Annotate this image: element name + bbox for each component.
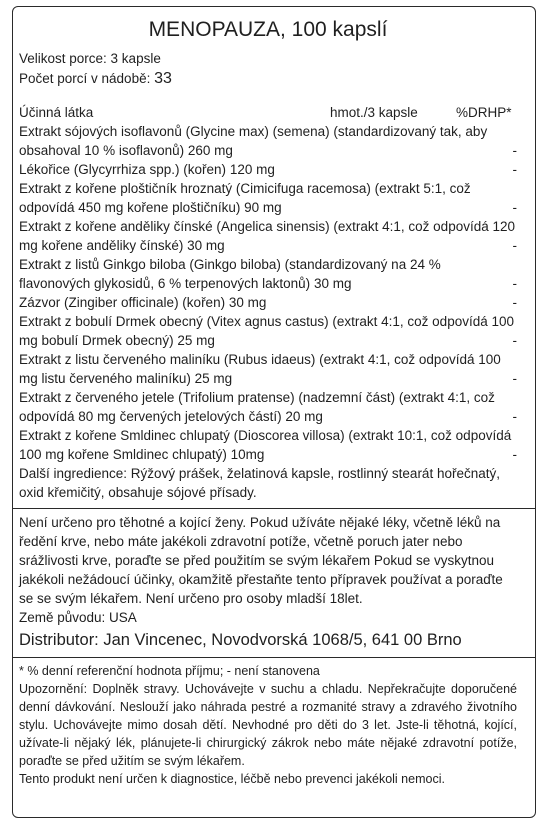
ingredient-name xyxy=(19,122,517,160)
ingredient-amount: 30 mg xyxy=(313,276,352,291)
ingredient-row xyxy=(19,122,517,160)
divider xyxy=(13,657,535,658)
header-amount: hmot./3 kapsle xyxy=(330,105,418,120)
caution-text: Upozornění: Doplněk stravy. Uchovávejte v suchu a chladu. Nepřekračujte doporučené denní dávkování. Neslouží jako náhrada pestré a rozmanité stravy a zdravého životního stylu. Uchovávejte mimo dosah dětí. Nevhodné pro děti do 3 let. Jste-li těhotná, kojící, užívate-li nějaký lék, plánujete-li chirurgický zákrok nebo máte nějaké zdravotní potíže, poraďte se před užitím se svým lékařem. xyxy=(19,682,517,768)
ingredient-name-text: Extrakt z listu červeného maliníku (Rubus idaeus) (extrakt 4:1, což odpovídá 100 mg listu červeného maliníku) xyxy=(19,352,501,386)
ingredient-row xyxy=(19,426,517,464)
ingredient-amount: 30 mg xyxy=(187,238,225,253)
ingredient-daily-value: - xyxy=(512,295,517,310)
product-title: MENOPAUZA, 100 kapslí xyxy=(148,18,388,41)
supplement-label xyxy=(12,6,536,818)
other-ingredients: Další ingredience: Rýžový prášek, želatinová kapsle, rostlinný stearát hořečnatý, oxid křemičitý, obsahuje sójové přísady. xyxy=(19,466,500,500)
ingredient-amount: 20 mg xyxy=(285,409,323,424)
ingredient-name xyxy=(19,179,517,217)
footnote: * % denní referenční hodnota příjmu; - není stanovena xyxy=(19,664,320,678)
ingredient-daily-value: - xyxy=(512,409,517,424)
ingredient-amount: 120 mg xyxy=(229,162,275,177)
ingredient-amount: 25 mg xyxy=(194,371,233,386)
spacer xyxy=(19,89,517,103)
ingredient-name-text: Lékořice (Glycyrrhiza spp.) (kořen) xyxy=(19,162,227,177)
ingredient-name xyxy=(19,426,517,464)
country-of-origin: Země původu: USA xyxy=(19,610,137,625)
ingredient-name-text: Extrakt z červeného jetele (Trifolium pratense) (nadzemní část) (extrakt 4:1, což odpovídá 80 mg červených jetelových částí) xyxy=(19,390,495,424)
ingredient-row xyxy=(19,312,517,350)
ingredient-row xyxy=(19,388,517,426)
ingredient-amount: 30 mg xyxy=(228,295,267,310)
ingredient-name xyxy=(19,160,517,179)
header-active-ingredient: Účinná látka xyxy=(19,105,94,120)
serving-size: Velikost porce: 3 kapsle xyxy=(19,51,161,66)
divider xyxy=(13,508,535,509)
ingredient-daily-value: - xyxy=(512,143,517,158)
ingredient-name-text: Zázvor (Zingiber officinale) (kořen) xyxy=(19,295,226,310)
ingredient-name-text: Extrakt z kořene anděliky čínské (Angelica sinensis) (extrakt 4:1, což odpovídá 120 mg kořene anděliky čínské) xyxy=(19,219,515,253)
servings-label: Počet porcí v nádobě: xyxy=(19,71,151,86)
ingredient-row xyxy=(19,293,517,312)
ingredient-row xyxy=(19,217,517,255)
ingredient-name xyxy=(19,293,517,312)
ingredient-row xyxy=(19,160,517,179)
warning-text: Není určeno pro těhotné a kojící ženy. Pokud užíváte nějaké léky, včetně léků na ředění krve, nebo máte jakékoli zdravotní potíže, včetně poruch jater nebo srážlivosti krve, poraďte se před použitím se svým lékařem Pokud se vyskytnou jakékoli nežádoucí účinky, okamžitě přestaňte tento přípravek používat a poraďte se se svým lékařem. Není určeno pro osoby mladší 18let. xyxy=(19,515,503,606)
servings-value: 33 xyxy=(154,70,172,87)
ingredient-name xyxy=(19,388,517,426)
ingredient-name xyxy=(19,217,517,255)
ingredient-row xyxy=(19,350,517,388)
ingredient-amount: 260 mg xyxy=(187,143,233,158)
ingredient-amount: 10mg xyxy=(230,447,265,462)
ingredient-daily-value: - xyxy=(512,200,517,215)
disclaimer: Tento produkt není určen k diagnostice, léčbě nebo prevenci jakékoli nemoci. xyxy=(19,772,445,786)
table-header xyxy=(19,103,517,122)
ingredient-row xyxy=(19,179,517,217)
ingredient-name xyxy=(19,350,517,388)
ingredient-name xyxy=(19,255,517,293)
header-daily-value: %DRHP* xyxy=(456,105,512,120)
ingredient-name xyxy=(19,312,517,350)
ingredient-amount: 25 mg xyxy=(177,333,215,348)
ingredient-row xyxy=(19,255,517,293)
ingredient-name-text: Extrakt z kořene Smldinec chlupatý (Dioscorea villosa) (extrakt 10:1, což odpovídá 100 mg kořene Smldinec chlupatý) xyxy=(19,428,512,462)
ingredient-daily-value: - xyxy=(512,447,517,462)
ingredient-name-text: Extrakt z kořene ploštičník hroznatý (Cimicifuga racemosa) (extrakt 5:1, což odpovídá 450 mg kořene ploštičníku) xyxy=(19,181,471,215)
ingredient-daily-value: - xyxy=(512,333,517,348)
distributor: Distributor: Jan Vincenec, Novodvorská 1068/5, 641 00 Brno xyxy=(19,631,462,649)
ingredient-list xyxy=(19,122,517,464)
servings-per-container xyxy=(19,69,517,88)
ingredient-amount: 90 mg xyxy=(244,200,282,215)
ingredient-daily-value: - xyxy=(512,371,517,386)
ingredient-daily-value: - xyxy=(512,276,517,291)
ingredient-name-text: Extrakt z bobulí Drmek obecný (Vitex agnus castus) (extrakt 4:1, což odpovídá 100 mg bobulí Drmek obecný) xyxy=(19,314,514,348)
ingredient-daily-value: - xyxy=(512,162,517,177)
ingredient-name-text: Extrakt z listů Ginkgo biloba (Ginkgo biloba) (standardizovaný na 24 % flavonových glykosidů, 6 % terpenových laktonů) xyxy=(19,257,441,291)
ingredient-daily-value: - xyxy=(512,238,517,253)
ingredient-name-text: Extrakt sójových isoflavonů (Glycine max) (semena) (standardizovaný tak, aby obsahoval 10 % isoflavonů) xyxy=(19,124,488,158)
